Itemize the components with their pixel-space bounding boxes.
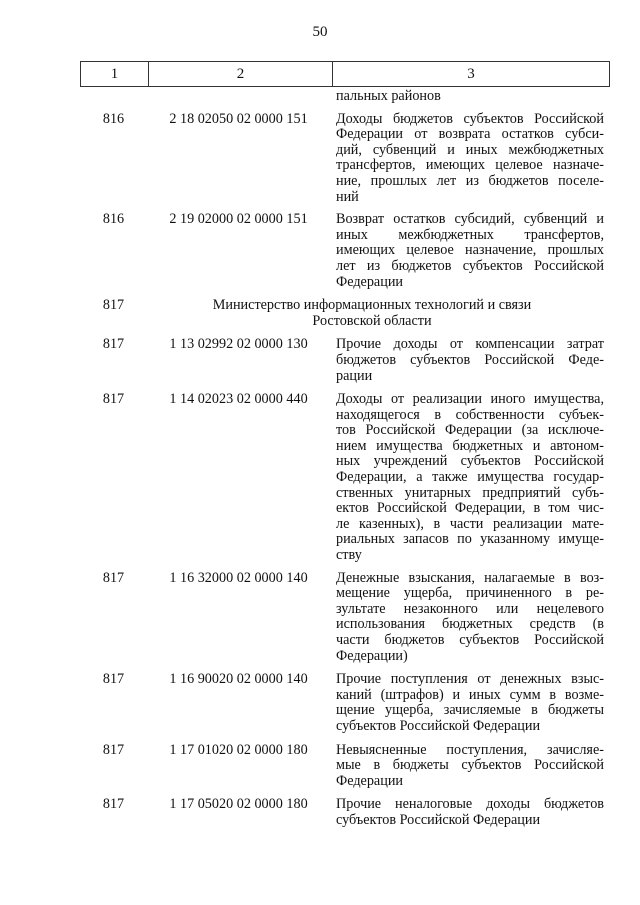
budget-classification-code: 2 19 02000 02 0000 151 bbox=[169, 211, 308, 228]
description-line: рации bbox=[336, 367, 373, 384]
description-line: щение ущерба, зачисляемые в бюджеты bbox=[336, 702, 604, 719]
description-line: Прочие доходы от компенсации затрат bbox=[336, 336, 604, 353]
budget-classification-code: 2 18 02050 02 0000 151 bbox=[169, 110, 308, 127]
description-line: иных межбюджетных трансфертов, bbox=[336, 226, 604, 243]
description-line: Доходы бюджетов субъектов Российской bbox=[336, 110, 604, 127]
description-line: Прочие неналоговые доходы бюджетов bbox=[336, 796, 604, 813]
description-line: субъектов Российской Федерации bbox=[336, 811, 541, 828]
description-line: использования бюджетных средств (в bbox=[336, 616, 604, 633]
budget-classification-code: 1 13 02992 02 0000 130 bbox=[169, 336, 308, 353]
description-line: Федерации, а также имущества государ- bbox=[336, 469, 604, 486]
table-row bbox=[80, 298, 608, 329]
table-row bbox=[80, 571, 608, 665]
description-line: находящегося в собственности субъек- bbox=[336, 406, 604, 423]
table-row bbox=[80, 797, 608, 828]
description-line: зультате незаконного или нецелевого bbox=[336, 600, 604, 617]
budget-classification-code: 1 16 32000 02 0000 140 bbox=[169, 569, 308, 586]
description-line: риальных запасов по указанному имуще- bbox=[336, 531, 604, 548]
description-line: ле казенных), в части реализации мате- bbox=[336, 515, 604, 532]
admin-code: 817 bbox=[102, 297, 125, 314]
page-number: 50 bbox=[312, 24, 328, 40]
table-body bbox=[80, 89, 608, 829]
description-line: субъектов Российской Федерации bbox=[336, 717, 541, 734]
description-line: имеющих целевое назначение, прошлых bbox=[336, 242, 604, 259]
description-line: Денежные взыскания, налагаемые в воз- bbox=[336, 569, 604, 586]
revenue-description bbox=[330, 212, 604, 290]
organization-title bbox=[147, 298, 597, 329]
description-line: пальных районов bbox=[336, 88, 441, 104]
description-line: ектов Российской Федерации, в том чис- bbox=[336, 500, 604, 517]
admin-code: 817 bbox=[102, 391, 125, 408]
organization-title-line: Ростовской области bbox=[312, 312, 432, 329]
description-line: ных учреждений субъектов Российской bbox=[336, 453, 604, 470]
admin-code bbox=[80, 89, 147, 105]
revenue-description bbox=[330, 797, 604, 828]
column-header-1: 1 bbox=[81, 62, 149, 87]
description-line: бюджетов субъектов Российской Феде- bbox=[336, 351, 604, 368]
table-row bbox=[80, 337, 608, 384]
table-row bbox=[80, 672, 608, 734]
admin-code: 816 bbox=[102, 110, 125, 127]
admin-code: 817 bbox=[102, 569, 125, 586]
revenue-description bbox=[330, 392, 604, 564]
description-line: Федерации) bbox=[336, 647, 408, 664]
description-line: Невыясненные поступления, зачисляе- bbox=[336, 741, 604, 758]
description-line: Доходы от реализации иного имущества, bbox=[336, 391, 604, 408]
budget-classification-code: 1 17 05020 02 0000 180 bbox=[169, 796, 308, 813]
admin-code: 817 bbox=[102, 336, 125, 353]
description-line: Федерации от возврата остатков субси- bbox=[336, 126, 604, 143]
revenue-description bbox=[330, 337, 604, 384]
description-line: каний (штрафов) и иных сумм в возме- bbox=[336, 686, 604, 703]
admin-code: 817 bbox=[102, 741, 125, 758]
description-line: мые в бюджеты субъектов Российской bbox=[336, 757, 604, 774]
description-line: нием имущества бюджетных и автоном- bbox=[336, 437, 604, 454]
admin-code: 817 bbox=[102, 671, 125, 688]
revenue-description bbox=[330, 89, 604, 105]
description-line: ственных унитарных предприятий субъ- bbox=[336, 484, 604, 501]
table-row bbox=[80, 212, 608, 290]
admin-code: 816 bbox=[102, 211, 125, 228]
column-header-table bbox=[80, 61, 610, 87]
revenue-description bbox=[330, 743, 604, 790]
admin-code: 817 bbox=[102, 796, 125, 813]
budget-classification-code bbox=[147, 89, 330, 105]
description-line: ству bbox=[336, 547, 362, 564]
budget-classification-code: 1 14 02023 02 0000 440 bbox=[169, 391, 308, 408]
revenue-description bbox=[330, 112, 604, 206]
description-line: части бюджетов субъектов Российской bbox=[336, 632, 604, 648]
description-line: Прочие поступления от денежных взыс- bbox=[336, 671, 604, 688]
column-header-2: 2 bbox=[149, 62, 333, 87]
revenue-description bbox=[330, 571, 604, 665]
budget-classification-code: 1 17 01020 02 0000 180 bbox=[169, 741, 308, 758]
description-line: тов Российской Федерации (за исключе- bbox=[336, 422, 604, 439]
description-line: Федерации bbox=[336, 772, 404, 789]
table-row bbox=[80, 392, 608, 564]
description-line: мещение ущерба, причиненного в ре- bbox=[336, 585, 604, 602]
revenue-description bbox=[330, 672, 604, 734]
column-header-3: 3 bbox=[333, 62, 610, 87]
table-row bbox=[80, 89, 608, 105]
description-line: Возврат остатков субсидий, субвенций и bbox=[336, 211, 604, 228]
description-line: дий, субвенций и иных межбюджетных bbox=[336, 141, 604, 158]
description-line: ний bbox=[336, 188, 359, 205]
table-row bbox=[80, 743, 608, 790]
organization-title-line: Министерство информационных технологий и связи bbox=[212, 297, 532, 314]
description-line: ние, прошлых лет из бюджетов поселе- bbox=[336, 172, 604, 189]
description-line: Федерации bbox=[336, 273, 404, 290]
budget-classification-code: 1 16 90020 02 0000 140 bbox=[169, 671, 308, 688]
description-line: лет из бюджетов субъектов Российской bbox=[336, 257, 604, 274]
table-row bbox=[80, 112, 608, 206]
description-line: трансфертов, имеющих целевое назначе- bbox=[336, 157, 604, 174]
